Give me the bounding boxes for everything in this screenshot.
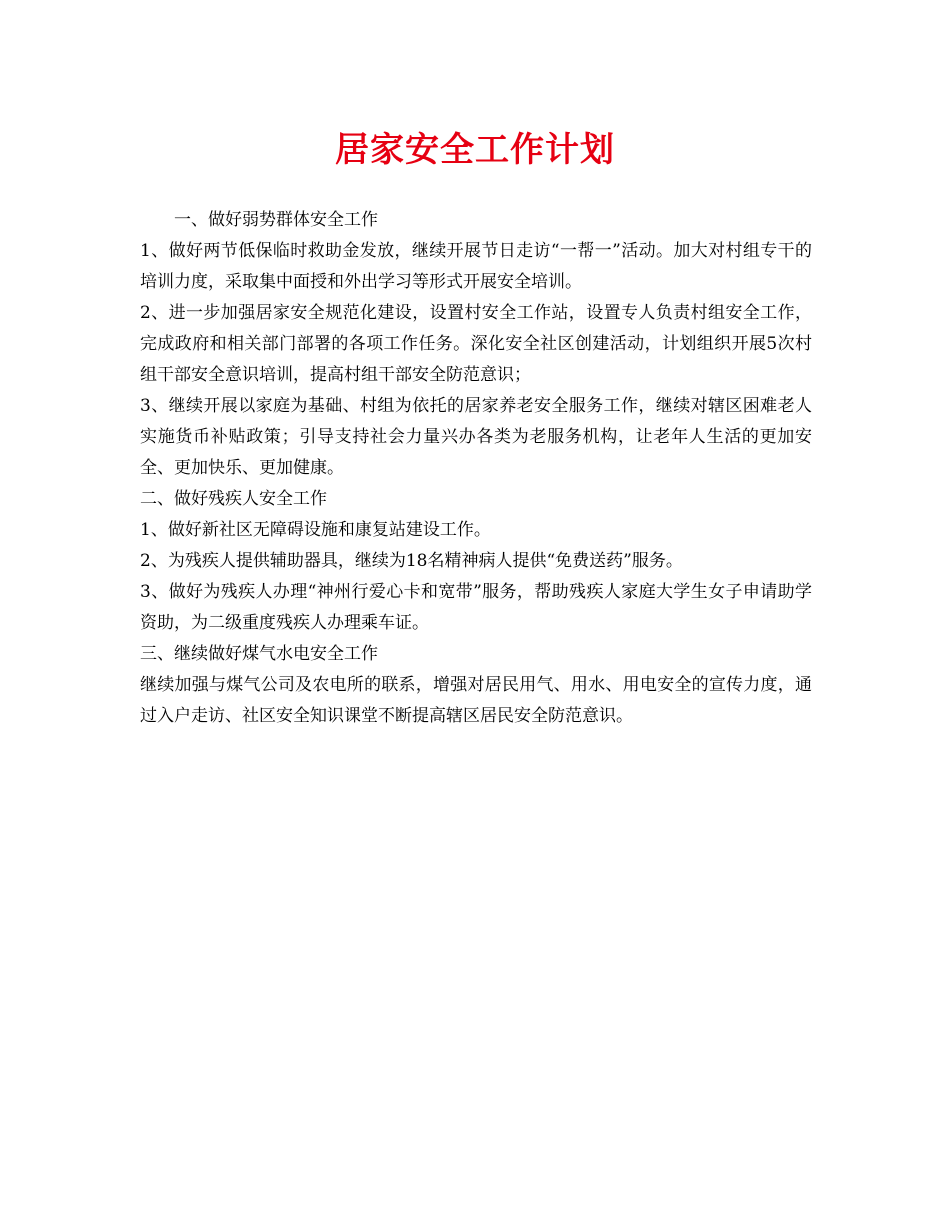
paragraph: 1、做好新社区无障碍设施和康复站建设工作。 [140,520,491,540]
document-title: 居家安全工作计划 [335,130,615,170]
paragraph: 二、做好残疾人安全工作 [140,489,327,509]
paragraph: 3、做好为残疾人办理“神州行爱心卡和宽带”服务，帮助残疾人家庭大学生女子申请助学资助，为二级重度残疾人办理乘车证。 [140,582,812,633]
paragraph: 继续加强与煤气公司及农电所的联系，增强对居民用气、用水、用电安全的宣传力度，通过入户走访、社区安全知识课堂不断提高辖区居民安全防范意识。 [140,675,812,726]
paragraph: 1、做好两节低保临时救助金发放，继续开展节日走访“一帮一”活动。加大对村组专干的培训力度，采取集中面授和外出学习等形式开展安全培训。 [140,241,812,292]
paragraph: 三、继续做好煤气水电安全工作 [140,644,378,664]
paragraph: 3、继续开展以家庭为基础、村组为依托的居家养老安全服务工作，继续对辖区困难老人实施货币补贴政策；引导支持社会力量兴办各类为老服务机构，让老年人生活的更加安全、更加快乐、更加健康。 [140,396,812,478]
paragraph: 一、做好弱势群体安全工作 [174,210,378,230]
paragraph: 2、为残疾人提供辅助器具，继续为18名精神病人提供“免费送药”服务。 [140,551,683,571]
paragraph: 2、进一步加强居家安全规范化建设，设置村安全工作站，设置专人负责村组安全工作，完成政府和相关部门部署的各项工作任务。深化安全社区创建活动，计划组织开展5次村组干部安全意识培训，提高村组干部安全防范意识； [140,303,812,385]
document-body [140,205,812,732]
